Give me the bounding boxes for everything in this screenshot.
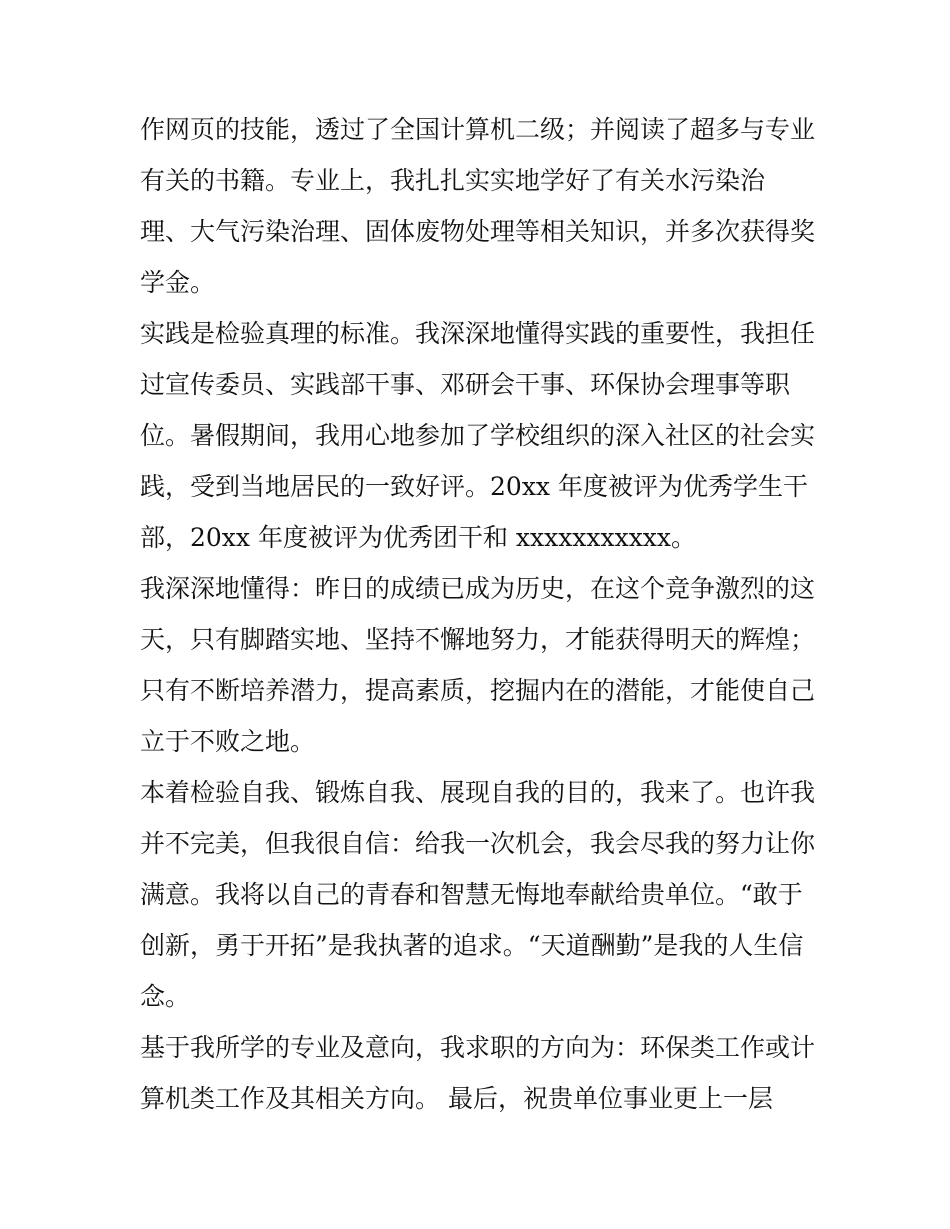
text-line-13: 立于不败之地。: [140, 727, 316, 756]
text-line-1: 作网页的技能，透过了全国计算机二级；并阅读了超多与专业: [140, 115, 816, 144]
text-line-6: 过宣传委员、实践部干事、邓研会干事、环保协会理事等职: [140, 370, 791, 399]
text-line-20: 算机类工作及其相关方向。 最后，祝贵单位事业更上一层: [140, 1084, 773, 1113]
text-line-17: 创新，勇于开拓”是我执著的追求。“天道酬勤”是我的人生信: [140, 931, 804, 960]
body-text: [140, 104, 820, 1124]
text-line-19: 基于我所学的专业及意向，我求职的方向为：环保类工作或计: [140, 1033, 816, 1062]
text-line-4: 学金。: [140, 268, 216, 297]
text-line-8: 践，受到当地居民的一致好评。20xx 年度被评为优秀学生干: [140, 472, 808, 501]
text-line-2: 有关的书籍。专业上，我扎扎实实地学好了有关水污染治: [140, 166, 766, 195]
text-line-12: 只有不断培养潜力，提高素质，挖掘内在的潜能，才能使自己: [140, 676, 816, 705]
text-line-14: 本着检验自我、锻炼自我、展现自我的目的，我来了。也许我: [140, 778, 816, 807]
text-line-15: 并不完美，但我很自信：给我一次机会，我会尽我的努力让你: [140, 829, 816, 858]
text-line-16: 满意。我将以自己的青春和智慧无悔地奉献给贵单位。“敢于: [140, 880, 803, 909]
text-line-18: 念。: [140, 982, 191, 1011]
text-line-7: 位。暑假期间，我用心地参加了学校组织的深入社区的社会实: [140, 421, 816, 450]
text-line-10: 我深深地懂得：昨日的成绩已成为历史，在这个竞争激烈的这: [140, 574, 816, 603]
text-line-11: 天，只有脚踏实地、坚持不懈地努力，才能获得明天的辉煌；: [140, 625, 816, 654]
text-line-3: 理、大气污染治理、固体废物处理等相关知识，并多次获得奖: [140, 217, 816, 246]
text-line-5: 实践是检验真理的标准。我深深地懂得实践的重要性，我担任: [140, 319, 816, 348]
text-line-9: 部，20xx 年度被评为优秀团干和 xxxxxxxxxxx。: [140, 523, 696, 552]
